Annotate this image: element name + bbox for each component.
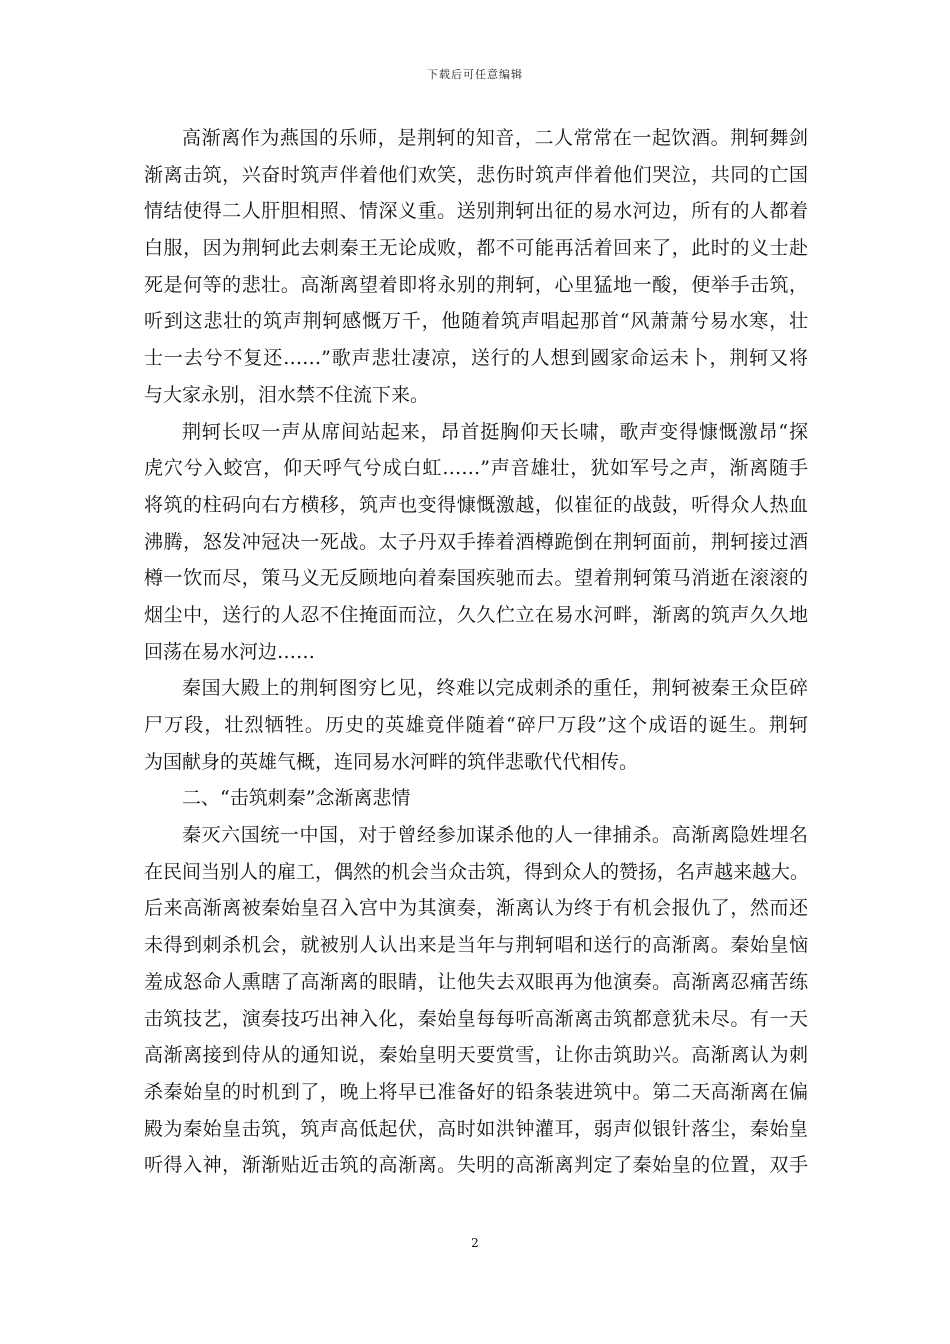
text-line: 击筑技艺，演奏技巧出神入化，秦始皇每每听高渐离击筑都意犹未尽。有一天 (144, 1007, 808, 1030)
text-line: 未得到刺杀机会，就被别人认出来是当年与荆轲唱和送行的高渐离。秦始皇恼 (144, 934, 808, 957)
text-line: 听得入神，渐渐贴近击筑的高渐离。失明的高渐离判定了秦始皇的位置，双手 (144, 1154, 808, 1177)
text-line: 回荡在易水河边…… (144, 640, 316, 663)
text-line: 为国献身的英雄气概，连同易水河畔的筑伴悲歌代代相传。 (144, 750, 639, 773)
document-body (144, 120, 808, 1184)
page-header: 下载后可任意编辑 (427, 68, 523, 81)
text-line: 高渐离接到侍从的通知说，秦始皇明天要赏雪，让你击筑助兴。高渐离认为刺 (144, 1044, 808, 1067)
text-line: 烟尘中，送行的人忍不住掩面而泣，久久伫立在易水河畔，渐离的筑声久久地 (144, 603, 808, 626)
text-line: 秦国大殿上的荆轲图穷匕见，终难以完成刺杀的重任，荆轲被秦王众臣碎 (182, 677, 808, 700)
text-line: 白服，因为荆轲此去刺秦王无论成败，都不可能再活着回来了，此时的义士赴 (144, 237, 808, 260)
text-line: 后来高渐离被秦始皇召入宫中为其演奏，渐离认为终于有机会报仇了，然而还 (144, 897, 808, 920)
text-line: 死是何等的悲壮。高渐离望着即将永别的荆轲，心里猛地一酸，便举手击筑， (144, 273, 808, 296)
text-line: 樽一饮而尽，策马义无反顾地向着秦国疾驰而去。望着荆轲策马消逝在滚滚的 (144, 567, 808, 590)
text-line: 沸腾，怒发冲冠决一死战。太子丹双手捧着酒樽跪倒在荆轲面前，荆轲接过酒 (144, 530, 808, 553)
text-line: 杀秦始皇的时机到了，晚上将早已准备好的铅条装进筑中。第二天高渐离在偏 (144, 1080, 808, 1103)
page-number: 2 (471, 1236, 479, 1250)
text-line: 将筑的柱码向右方横移，筑声也变得慷慨激越，似崔征的战鼓，听得众人热血 (144, 493, 808, 516)
text-line: 与大家永别，泪水禁不住流下来。 (144, 383, 430, 406)
section-heading: 二、“击筑刺秦”念渐离悲情 (182, 787, 411, 810)
text-line: 羞成怒命人熏瞎了高渐离的眼睛，让他失去双眼再为他演奏。高渐离忍痛苦练 (144, 970, 808, 993)
text-line: 士一去兮不复还……”歌声悲壮凄凉，送行的人想到國家命运未卜，荆轲又将 (144, 347, 808, 370)
text-line: 情结使得二人肝胆相照、情深义重。送别荆轲出征的易水河边，所有的人都着 (144, 200, 808, 223)
text-line: 在民间当别人的雇工，偶然的机会当众击筑，得到众人的赞扬，名声越来越大。 (144, 860, 810, 883)
text-line: 高渐离作为燕国的乐师，是荆轲的知音，二人常常在一起饮酒。荆轲舞剑 (182, 127, 808, 149)
text-line: 殿为秦始皇击筑，筑声高低起伏，高时如洪钟灌耳，弱声似银针落尘，秦始皇 (144, 1117, 808, 1140)
text-line: 听到这悲壮的筑声荆轲感慨万千，他随着筑声唱起那首“风萧萧兮易水寒，壮 (144, 310, 808, 333)
text-line: 秦灭六国统一中国，对于曾经参加谋杀他的人一律捕杀。高渐离隐姓埋名 (182, 824, 808, 847)
text-line: 虎穴兮入蛟宫，仰天呼气兮成白虹……”声音雄壮，犹如军号之声，渐离随手 (144, 457, 808, 480)
text-line: 渐离击筑，兴奋时筑声伴着他们欢笑，悲伤时筑声伴着他们哭泣，共同的亡国 (144, 163, 808, 186)
text-line: 荆轲长叹一声从席间站起来，昂首挺胸仰天长啸，歌声变得慷慨激昂“探 (182, 420, 808, 443)
text-line: 尸万段，壮烈牺牲。历史的英雄竟伴随着“碎尸万段”这个成语的诞生。荆轲 (144, 714, 808, 736)
